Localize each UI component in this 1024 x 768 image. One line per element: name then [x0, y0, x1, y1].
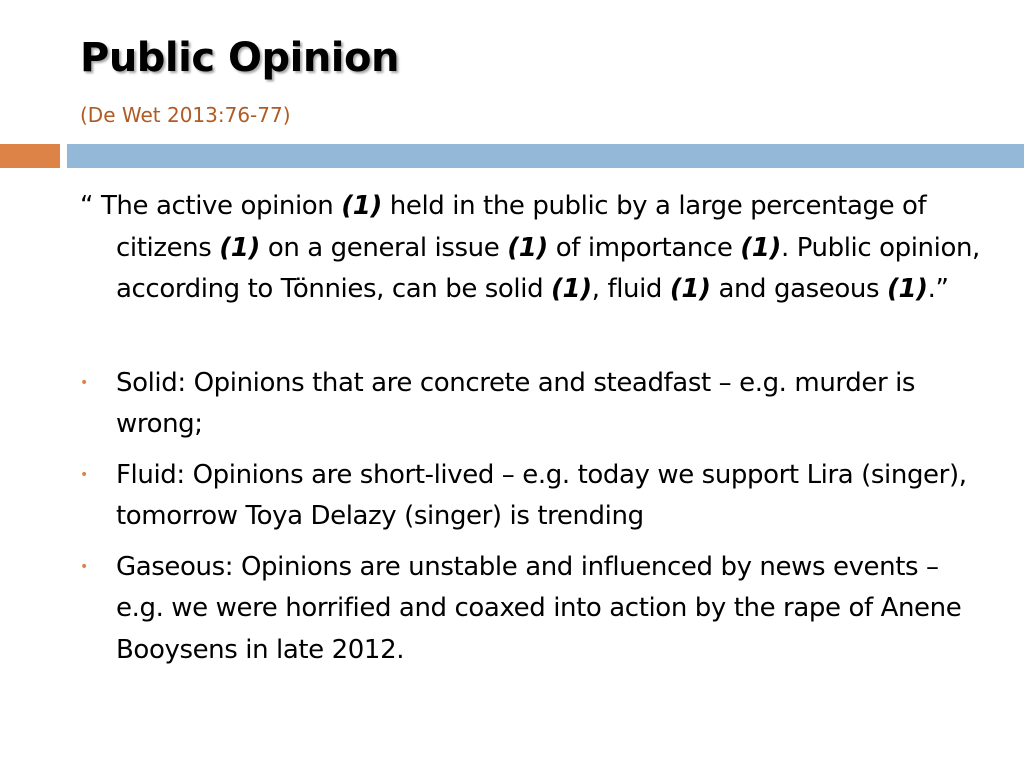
open-quote-mark: “	[80, 191, 94, 221]
quote-segment: of importance	[547, 232, 741, 263]
quote-mark-emphasis: (1)	[219, 232, 260, 263]
quote-mark-emphasis: (1)	[669, 274, 711, 304]
tonnies-types-list	[80, 363, 980, 672]
list-item	[80, 363, 980, 446]
bullet-text-gaseous: Gaseous: Opinions are unstable and influenced by news events – e.g. we were horrified and coaxed into action by the rape of Anene Booysens in late 2012.	[116, 551, 962, 665]
quote-segment: held in the public by a large percentage of citizens	[116, 191, 927, 263]
slide-body	[80, 186, 980, 680]
bullet-icon: •	[80, 558, 88, 575]
quote-text	[93, 191, 980, 304]
bullet-text-solid: Solid: Opinions that are concrete and steadfast – e.g. murder is wrong;	[116, 367, 916, 439]
list-item	[80, 547, 980, 672]
accent-bar	[0, 144, 60, 168]
quote-mark-emphasis: (1)	[887, 274, 928, 304]
quote-mark-emphasis: (1)	[551, 274, 592, 304]
quote-segment: , fluid	[591, 274, 670, 304]
bullet-text-fluid: Fluid: Opinions are short-lived – e.g. today we support Lira (singer), tomorrow Toya Delazy (singer) is trending	[116, 459, 967, 531]
bullet-icon: •	[80, 466, 88, 483]
quote-mark-emphasis: (1)	[507, 232, 548, 263]
list-item	[80, 455, 980, 538]
slide-subtitle: (De Wet 2013:76-77)	[80, 103, 291, 127]
quote-segment: and gaseous	[710, 274, 887, 304]
slide-title: Public Opinion	[80, 35, 399, 81]
divider-bar	[67, 144, 1024, 168]
definition-quote	[80, 186, 980, 311]
quote-mark-emphasis: (1)	[341, 191, 382, 221]
quote-segment: The active opinion	[100, 191, 342, 221]
quote-mark-emphasis: (1)	[740, 232, 781, 263]
close-quote-mark: ”	[935, 274, 949, 304]
quote-segment: .	[927, 274, 936, 304]
quote-segment: on a general issue	[259, 232, 508, 263]
quote-segment: . Public opinion, according to Tönnies, can be solid	[116, 232, 980, 304]
bullet-icon: •	[80, 374, 88, 391]
